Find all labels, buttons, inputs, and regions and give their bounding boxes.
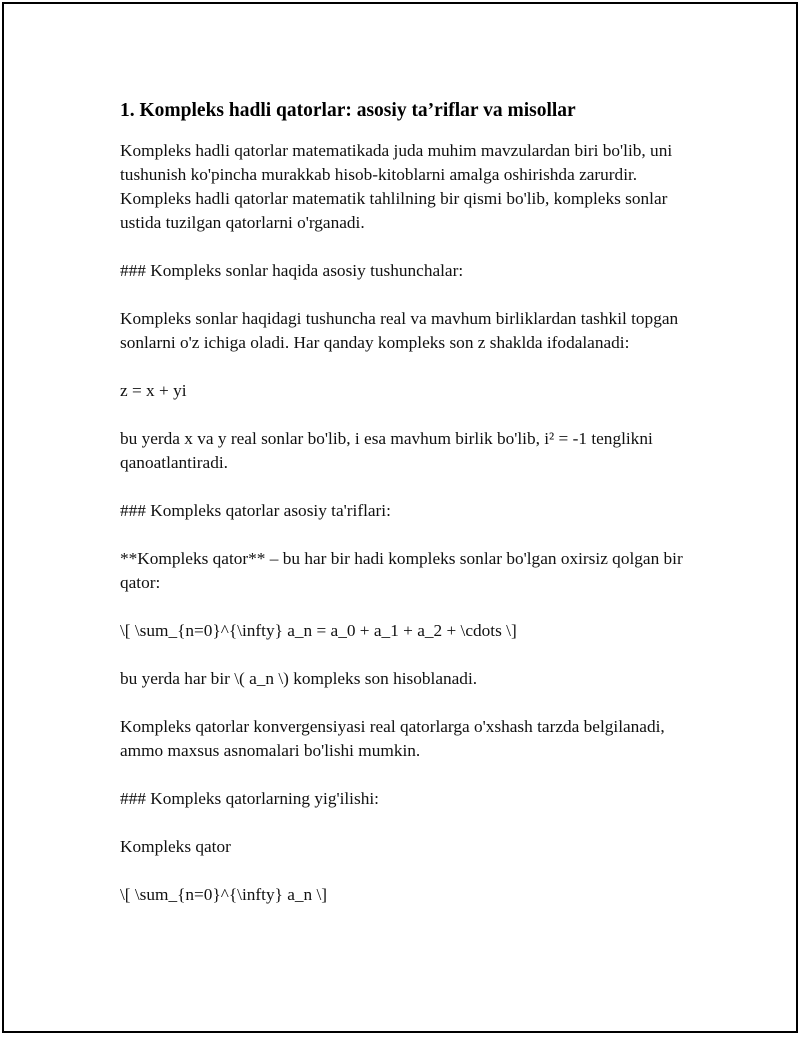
document-page — [2, 2, 798, 1033]
document-title: 1. Kompleks hadli qatorlar: asosiy ta’riflar va misollar — [120, 100, 576, 121]
paragraph-intro: Kompleks hadli qatorlar matematikada juda muhim mavzulardan biri bo'lib, uni tushunish ko'pincha murakkab hisob-kitoblarni amalga oshirishda zarurdir. Kompleks hadli qatorlar matematik tahlilning bir qismi bo'lib, kompleks sonlar ustida tuzilgan qatorlarni o'rganadi. — [120, 141, 673, 232]
paragraph-series-term-note: bu yerda har bir \( a_n \) kompleks son hisoblanadi. — [120, 669, 478, 688]
paragraph-formula-z: z = x + yi — [120, 381, 187, 400]
paragraph-sum-formula: \[ \sum_{n=0}^{\infty} a_n \] — [120, 885, 328, 904]
paragraph-heading-series-definitions: ### Kompleks qatorlar asosiy ta'riflari: — [120, 501, 391, 520]
paragraph-convergence-note: Kompleks qatorlar konvergensiyasi real qatorlarga o'xshash tarzda belgilanadi, ammo maxsus asnomalari bo'lishi mumkin. — [120, 717, 665, 760]
paragraph-series-definition: **Kompleks qator** – bu har bir hadi kompleks sonlar bo'lgan oxirsiz qolgan bir qator: — [120, 549, 683, 592]
paragraph-series-formula: \[ \sum_{n=0}^{\infty} a_n = a_0 + a_1 + a_2 + \cdots \] — [120, 621, 517, 640]
paragraph-complex-number-definition: Kompleks sonlar haqidagi tushuncha real va mavhum birliklardan tashkil topgan sonlarni o'z ichiga oladi. Har qanday kompleks son z shaklda ifodalanadi: — [120, 309, 679, 352]
paragraph-formula-explanation: bu yerda x va y real sonlar bo'lib, i esa mavhum birlik bo'lib, i² = -1 tenglikni qanoatlantiradi. — [120, 429, 653, 472]
paragraph-heading-complex-numbers: ### Kompleks sonlar haqida asosiy tushunchalar: — [120, 261, 464, 280]
paragraph-complex-series: Kompleks qator — [120, 837, 231, 856]
document-body — [120, 99, 710, 931]
paragraph-heading-summation: ### Kompleks qatorlarning yig'ilishi: — [120, 789, 379, 808]
